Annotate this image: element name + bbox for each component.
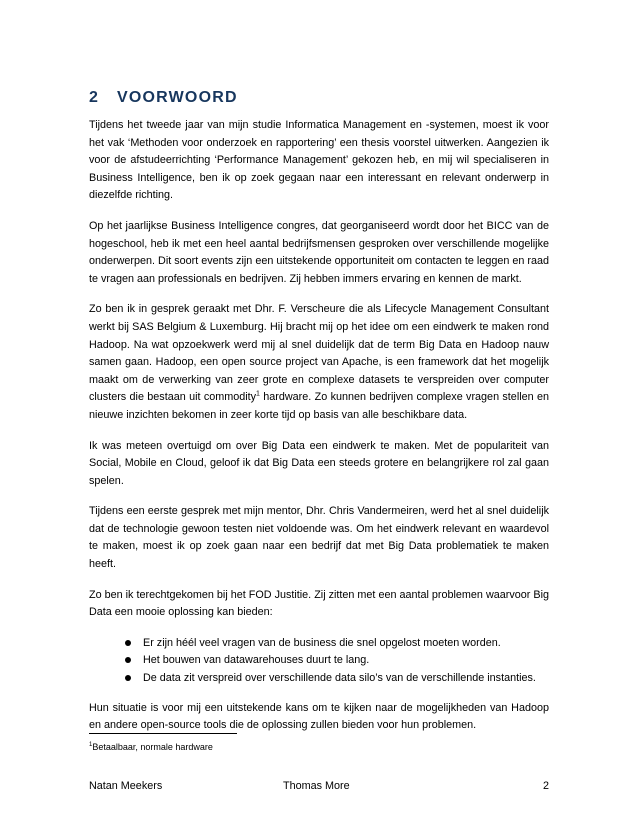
footnote: [89, 739, 213, 753]
chapter-title: VOORWOORD: [117, 89, 238, 106]
chapter-body: [89, 117, 549, 748]
footnote-text: Betaalbaar, normale hardware: [92, 742, 213, 752]
footnote-reference: 1: [256, 390, 260, 398]
list-item-text: Er zijn héél veel vragen van de business die snel opgelost moeten worden.: [143, 636, 501, 649]
page-number: 2: [542, 780, 549, 792]
list-item: [125, 635, 549, 653]
list-item: [125, 670, 549, 688]
list-item-text: Het bouwen van datawarehouses duurt te lang.: [143, 654, 370, 667]
page-footer: [89, 779, 549, 793]
list-item: [125, 652, 549, 670]
paragraph-3: [89, 301, 549, 424]
footnote-divider: [89, 733, 237, 734]
chapter-number: 2: [89, 89, 100, 106]
bullet-list: [89, 635, 549, 688]
paragraph-6: Zo ben ik terechtgekomen bij het FOD Justitie. Zij zitten met een aantal problemen waarvoor Big Data een mooie oplossing kan bieden:: [89, 588, 549, 619]
footnote-marker: 1: [89, 742, 93, 748]
paragraph-3-text-b: hardware. Zo kunnen bedrijven complexe vragen stellen en nieuwe inzichten bekomen in zeer korte tijd op basis van alle beschikbare data.: [89, 391, 549, 421]
paragraph-1: Tijdens het tweede jaar van mijn studie Informatica Management en -systemen, moest ik voor het vak ‘Methoden voor onderzoek en rapportering’ een thesis voorstel uitwerken. Aangezien ik voor de afstudeerrichting ‘Performance Management’ gekozen heb, en mij wil specialiseren in Business Intelligence, ben ik op zoek gegaan naar een interessant en relevant onderwerp in diezelfde richting.: [89, 119, 549, 202]
paragraph-7: Hun situatie is voor mij een uitstekende kans om te kijken naar de mogelijkheden van Hadoop en andere open-source tools die de oplossing zullen bieden voor hun problemen.: [89, 701, 549, 732]
paragraph-2: Op het jaarlijkse Business Intelligence congres, dat georganiseerd wordt door het BICC van de hogeschool, heb ik met een heel aantal bedrijfsmensen gesproken over verschillende mogelijke onderwerpen. Dit soort events zijn een uitstekende opportuniteit om contacten te leggen en raad te vragen aan professionals en bedrijven. Zij hebben immers ervaring en kennen de markt.: [89, 219, 549, 285]
footer-school: Thomas More: [283, 780, 350, 792]
bullet-icon: [125, 675, 131, 681]
paragraph-3-text-a: Zo ben ik in gesprek geraakt met Dhr. F. Verscheure die als Lifecycle Management Consultant werkt bij SAS Belgium & Luxemburg. Hij bracht mij op het idee om een eindwerk te maken rond Hadoop. Na wat opzoekwerk werd mij al snel duidelijk dat de term Big Data en Hadoop nauw samen gaan. Hadoop, een open source project van Apache, is een framework dat het mogelijk maakt om de verwerking van zeer grote en complexe datasets te verspreiden over computer clusters die bestaan uit commodity: [89, 303, 549, 404]
paragraph-5: Tijdens een eerste gesprek met mijn mentor, Dhr. Chris Vandermeiren, werd het al snel duidelijk dat de technologie gewoon testen niet voldoende was. Om het eindwerk relevant en waardevol te maken, moest ik op zoek gaan naar een bedrijf dat met Big Data problematiek te maken heeft.: [89, 505, 549, 571]
footer-author: Natan Meekers: [89, 780, 163, 792]
paragraph-4: Ik was meteen overtuigd om over Big Data een eindwerk te maken. Met de populariteit van Social, Mobile en Cloud, geloof ik dat Big Data een steeds grotere en belangrijkere rol zal gaan spelen.: [89, 439, 549, 487]
bullet-icon: [125, 640, 131, 646]
bullet-icon: [125, 657, 131, 663]
chapter-heading: [89, 88, 238, 108]
list-item-text: De data zit verspreid over verschillende data silo’s van de verschillende instanties.: [143, 672, 536, 685]
